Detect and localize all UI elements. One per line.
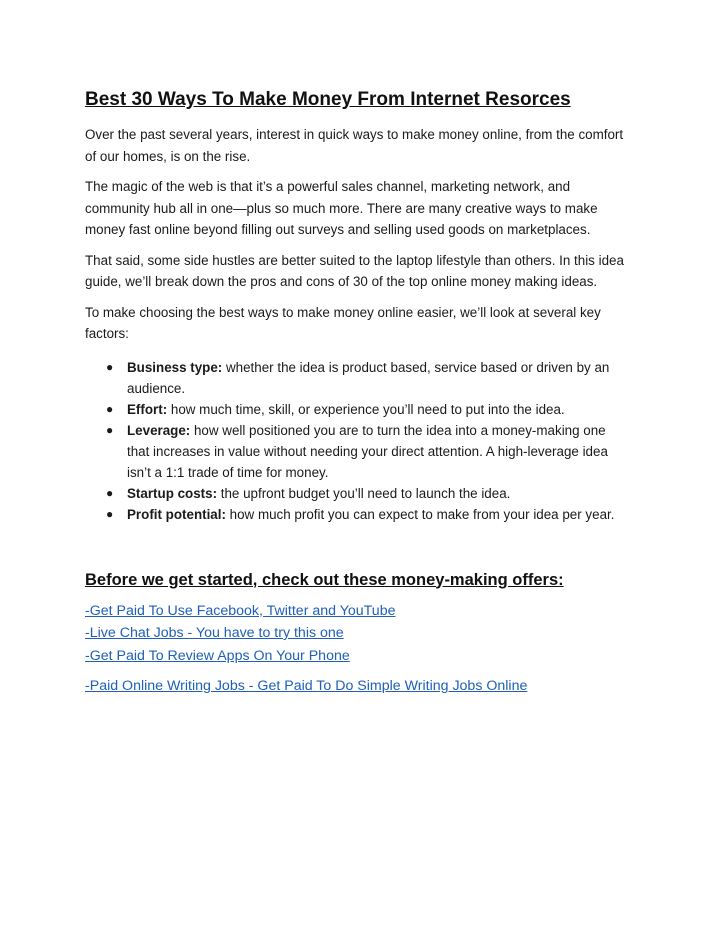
- bullet-icon: ●: [106, 422, 114, 437]
- factor-term: Profit potential:: [127, 506, 226, 522]
- side-hustles-paragraph: That said, some side hustles are better suited to the laptop lifestyle than others. In this idea guide, we’ll break down the pros and cons of 30 of the top online money making ideas.: [85, 252, 624, 289]
- factor-term: Leverage:: [127, 422, 191, 438]
- factor-description: how much time, skill, or experience you’ll need to put into the idea.: [167, 401, 565, 417]
- bullet-icon: ●: [106, 359, 114, 374]
- offer-link-review-apps[interactable]: -Get Paid To Review Apps On Your Phone: [85, 647, 350, 664]
- factor-description: whether the idea is product based, service based or driven by an audience.: [127, 359, 610, 396]
- bullet-icon: ●: [106, 506, 114, 521]
- list-item: [85, 420, 630, 483]
- factor-description: the upfront budget you’ll need to launch the idea.: [217, 485, 511, 501]
- document-title: Best 30 Ways To Make Money From Internet Resorces: [85, 89, 571, 110]
- factor-description: how much profit you can expect to make from your idea per year.: [225, 506, 615, 522]
- factor-description: how well positioned you are to turn the idea into a money-making one that increases in value without needing your direct attention. A high-leverage idea isn’t a 1:1 trade of time for money.: [127, 422, 608, 480]
- intro-paragraph: Over the past several years, interest in quick ways to make money online, from the comfort of our homes, is on the rise.: [85, 127, 624, 164]
- list-item: [85, 483, 630, 504]
- offer-link-writing-jobs[interactable]: -Paid Online Writing Jobs - Get Paid To Do Simple Writing Jobs Online: [85, 678, 528, 694]
- bullet-icon: ●: [106, 401, 114, 416]
- factor-term: Effort:: [127, 401, 168, 417]
- list-item: [85, 504, 630, 525]
- key-factors-paragraph: To make choosing the best ways to make money online easier, we’ll look at several key factors:: [85, 304, 601, 341]
- key-factors-list: [85, 357, 630, 525]
- list-item: [85, 399, 630, 420]
- document-page: [85, 86, 630, 698]
- factor-term: Business type:: [127, 359, 223, 375]
- web-magic-paragraph: The magic of the web is that it’s a powerful sales channel, marketing network, and community hub all in one—plus so much more. There are many creative ways to make money fast online beyond filling out surveys and selling used goods on marketplaces.: [85, 179, 598, 237]
- offer-link-live-chat[interactable]: -Live Chat Jobs - You have to try this one: [85, 625, 344, 641]
- list-item: [85, 357, 630, 399]
- offer-link-facebook[interactable]: -Get Paid To Use Facebook, Twitter and YouTube: [85, 602, 396, 619]
- factor-term: Startup costs:: [127, 485, 218, 501]
- bullet-icon: ●: [106, 485, 114, 500]
- offers-heading: Before we get started, check out these money-making offers:: [85, 570, 564, 589]
